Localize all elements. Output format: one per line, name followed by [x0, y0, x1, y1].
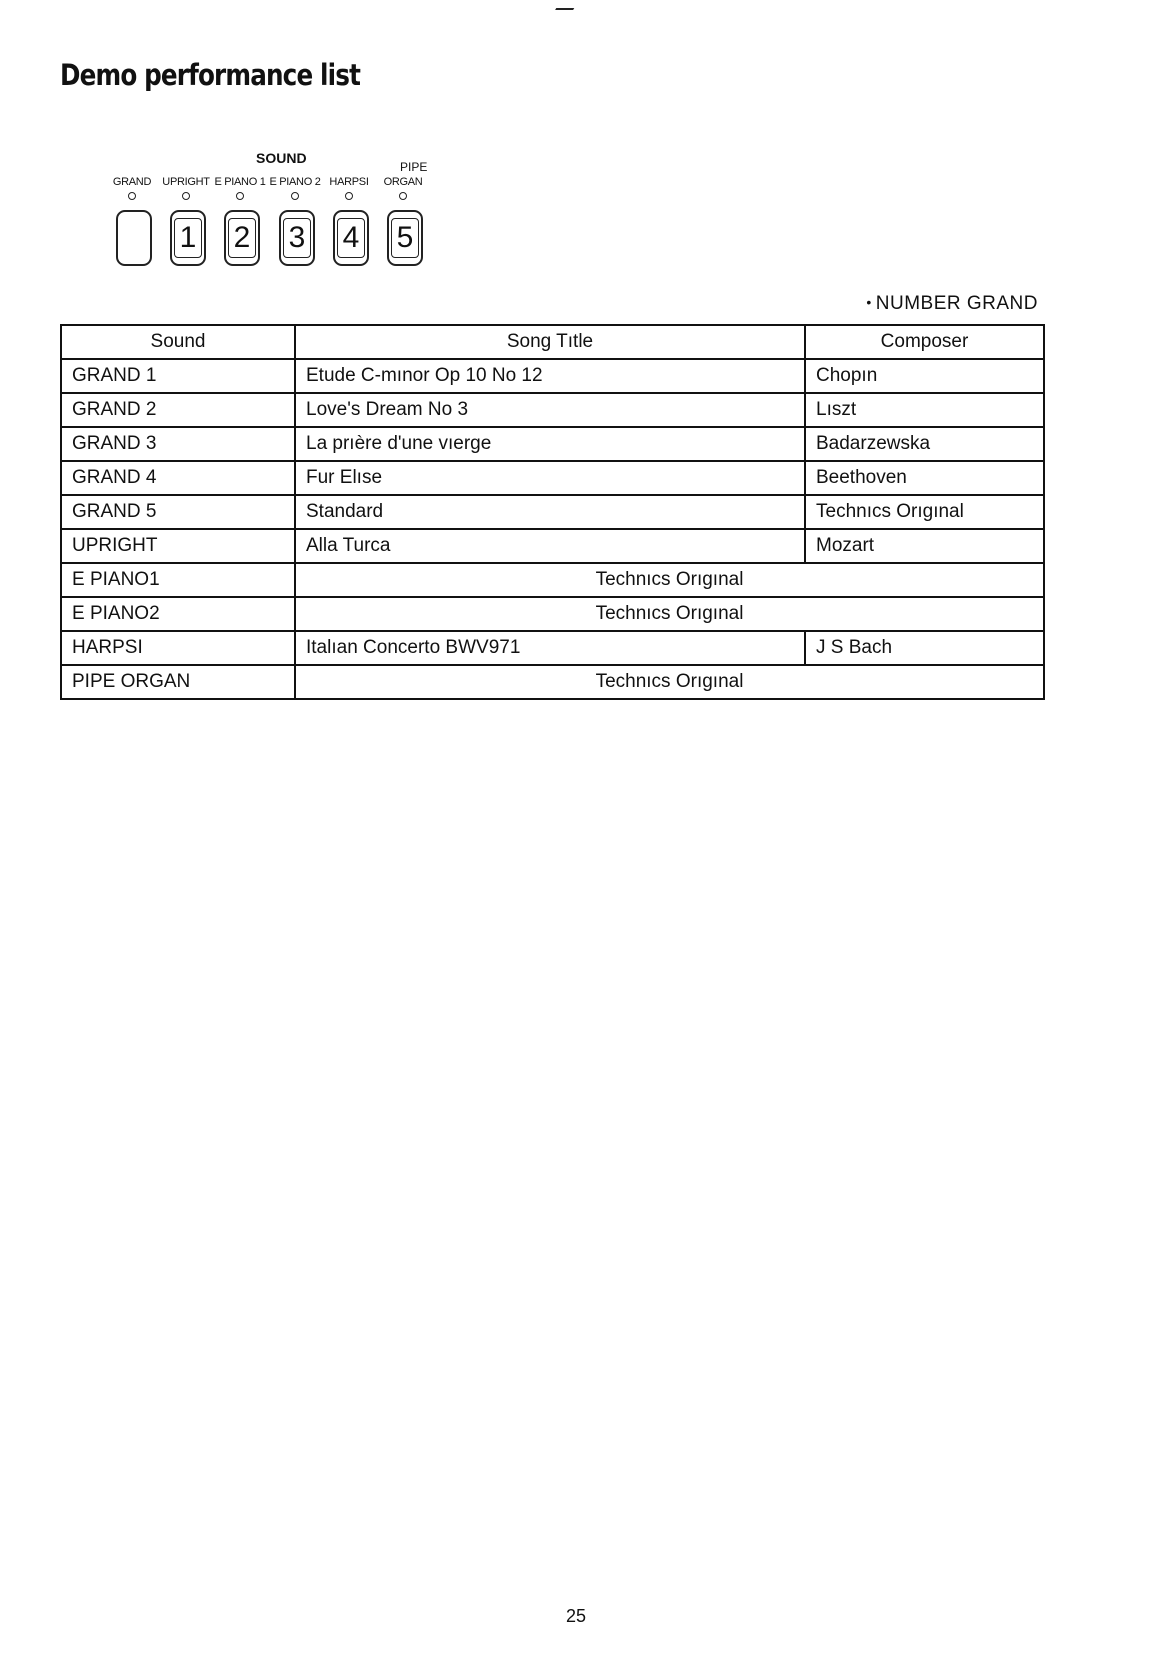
cell-composer: J S Bach — [805, 631, 1044, 665]
cell-sound: GRAND 4 — [61, 461, 295, 495]
cell-composer: Mozart — [805, 529, 1044, 563]
number-grand-note — [866, 293, 1038, 315]
table-row — [61, 427, 1044, 461]
cell-sound: HARPSI — [61, 631, 295, 665]
sound-indicator-organ — [377, 176, 429, 200]
led-icon — [128, 192, 136, 200]
cell-composer: Chopın — [805, 359, 1044, 393]
header-composer: Composer — [805, 325, 1044, 359]
cell-song-title: La prıère d'une vıerge — [295, 427, 805, 461]
led-icon — [236, 192, 244, 200]
cell-sound: GRAND 1 — [61, 359, 295, 393]
cell-sound: PIPE ORGAN — [61, 665, 295, 699]
cell-merged-original: Technıcs Orıgınal — [295, 665, 1044, 699]
sound-indicator-upright — [160, 176, 212, 200]
cell-composer: Technıcs Orıgınal — [805, 495, 1044, 529]
bullet-icon: • — [866, 294, 872, 310]
number-grand-text: NUMBER GRAND — [875, 293, 1038, 314]
sound-name: UPRIGHT — [162, 176, 210, 188]
cell-merged-original: Technıcs Orıgınal — [295, 563, 1044, 597]
cell-sound: E PIANO1 — [61, 563, 295, 597]
table-row — [61, 665, 1044, 699]
sound-name: E PIANO 2 — [269, 176, 321, 188]
table-header-row — [61, 325, 1044, 359]
sound-indicator-e-piano-1 — [214, 176, 266, 200]
sound-indicator-harpsi — [323, 176, 375, 200]
number-button-4 — [333, 210, 369, 266]
number-button-label: 2 — [228, 218, 256, 258]
cell-sound: UPRIGHT — [61, 529, 295, 563]
cell-sound: GRAND 3 — [61, 427, 295, 461]
sound-indicator-e-piano-2 — [269, 176, 321, 200]
table-row — [61, 461, 1044, 495]
sound-name: GRAND — [112, 176, 152, 188]
corner-mark — [555, 0, 579, 10]
sound-name: ORGAN — [383, 176, 423, 188]
sound-name: E PIANO 1 — [214, 176, 266, 188]
number-button-label — [120, 218, 148, 258]
cell-song-title: Love's Dream No 3 — [295, 393, 805, 427]
sound-panel — [112, 148, 448, 270]
led-icon — [399, 192, 407, 200]
cell-song-title: Etude C-mınor Op 10 No 12 — [295, 359, 805, 393]
cell-sound: GRAND 2 — [61, 393, 295, 427]
cell-composer: Lıszt — [805, 393, 1044, 427]
sound-name: HARPSI — [329, 176, 369, 188]
pipe-label: PIPE — [400, 160, 428, 174]
number-button-label: 1 — [174, 218, 202, 258]
cell-song-title: Italıan Concerto BWV971 — [295, 631, 805, 665]
table-row — [61, 597, 1044, 631]
table-row — [61, 393, 1044, 427]
demo-performance-table — [60, 324, 1045, 700]
cell-composer: Badarzewska — [805, 427, 1044, 461]
cell-sound: GRAND 5 — [61, 495, 295, 529]
cell-song-title: Fur Elıse — [295, 461, 805, 495]
table-row — [61, 631, 1044, 665]
sound-heading: SOUND — [256, 150, 307, 166]
page-number: 25 — [565, 1606, 587, 1626]
table-row — [61, 359, 1044, 393]
number-button-2 — [224, 210, 260, 266]
header-song-title: Song Tıtle — [295, 325, 805, 359]
table-row — [61, 563, 1044, 597]
number-button-label: 3 — [283, 218, 311, 258]
number-button-1 — [170, 210, 206, 266]
table-row — [61, 495, 1044, 529]
number-button-5 — [387, 210, 423, 266]
cell-composer: Beethoven — [805, 461, 1044, 495]
page-title: Demo performance list — [60, 58, 361, 92]
cell-song-title: Alla Turca — [295, 529, 805, 563]
led-icon — [291, 192, 299, 200]
cell-sound: E PIANO2 — [61, 597, 295, 631]
number-button-3 — [279, 210, 315, 266]
cell-merged-original: Technıcs Orıgınal — [295, 597, 1044, 631]
number-button-label: 5 — [391, 218, 419, 258]
header-sound: Sound — [61, 325, 295, 359]
number-button-label: 4 — [337, 218, 365, 258]
sound-indicator-grand — [106, 176, 158, 200]
led-icon — [345, 192, 353, 200]
cell-song-title: Standard — [295, 495, 805, 529]
table-row — [61, 529, 1044, 563]
number-button-0 — [116, 210, 152, 266]
led-icon — [182, 192, 190, 200]
